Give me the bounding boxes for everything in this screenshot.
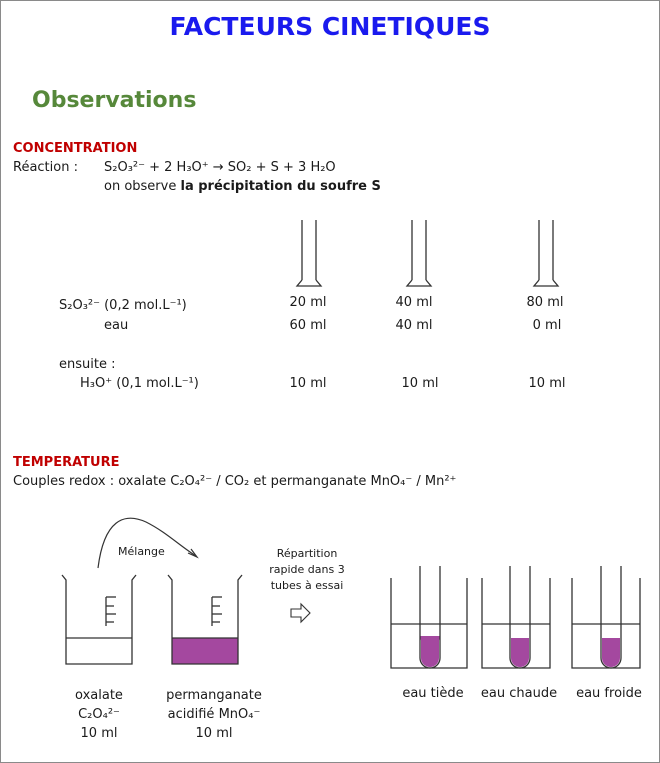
graduated-cylinder-2 <box>407 220 431 286</box>
bath-warm-caption: eau tiède <box>402 686 464 701</box>
water-label: eau <box>104 318 129 333</box>
oxalate-caption-line-3: 10 ml <box>80 726 118 741</box>
tube3-water: 0 ml <box>532 318 562 333</box>
split-line-2: rapide dans 3 <box>269 563 345 576</box>
reaction-label: Réaction : <box>13 160 78 175</box>
tube1-water: 60 ml <box>289 318 327 333</box>
tube1-thiosulfate: 20 ml <box>289 295 327 310</box>
permanganate-caption-line-2: acidifié MnO₄⁻ <box>167 707 261 722</box>
reaction-equation: S₂O₃²⁻ + 2 H₃O⁺ → SO₂ + S + 3 H₂O <box>104 160 336 175</box>
oxalate-caption-line-1: oxalate <box>75 688 123 703</box>
tube2-water: 40 ml <box>395 318 433 333</box>
tube2-acid: 10 ml <box>401 376 439 391</box>
bath-hot-caption: eau chaude <box>480 686 558 701</box>
observations-heading: Observations <box>32 88 197 113</box>
split-line-1: Répartition <box>276 547 338 560</box>
bath-cold-caption: eau froide <box>576 686 642 701</box>
mix-label: Mélange <box>118 545 165 558</box>
permanganate-caption-line-3: 10 ml <box>195 726 233 741</box>
redox-couples: Couples redox : oxalate C₂O₄²⁻ / CO₂ et permanganate MnO₄⁻ / Mn²⁺ <box>13 474 457 489</box>
then-label: ensuite : <box>59 357 116 372</box>
beaker-permanganate <box>168 575 242 664</box>
graduated-cylinder-1 <box>297 220 321 286</box>
bath-warm <box>391 566 467 668</box>
bath-hot <box>482 566 550 668</box>
tube3-thiosulfate: 80 ml <box>526 295 564 310</box>
hollow-right-arrow-icon <box>291 604 310 622</box>
thiosulfate-label: S₂O₃²⁻ (0,2 mol.L⁻¹) <box>59 298 187 313</box>
bath-cold <box>572 566 640 668</box>
page-title: FACTEURS CINETIQUES <box>169 12 491 41</box>
temperature-heading: TEMPERATURE <box>13 455 120 470</box>
split-line-3: tubes à essai <box>270 579 344 592</box>
oxalate-caption-line-2: C₂O₄²⁻ <box>78 707 120 722</box>
curved-arrow-icon <box>98 518 197 568</box>
graduated-cylinder-3 <box>534 220 558 286</box>
tube2-thiosulfate: 40 ml <box>395 295 433 310</box>
permanganate-caption-line-1: permanganate <box>166 688 262 703</box>
observation-bold: la précipitation du soufre S <box>180 179 381 194</box>
concentration-heading: CONCENTRATION <box>13 141 138 156</box>
tube3-acid: 10 ml <box>528 376 566 391</box>
beaker-oxalate <box>62 575 136 664</box>
tube1-acid: 10 ml <box>289 376 327 391</box>
observation-prefix: on observe <box>104 179 181 194</box>
acid-label: H₃O⁺ (0,1 mol.L⁻¹) <box>80 376 199 391</box>
